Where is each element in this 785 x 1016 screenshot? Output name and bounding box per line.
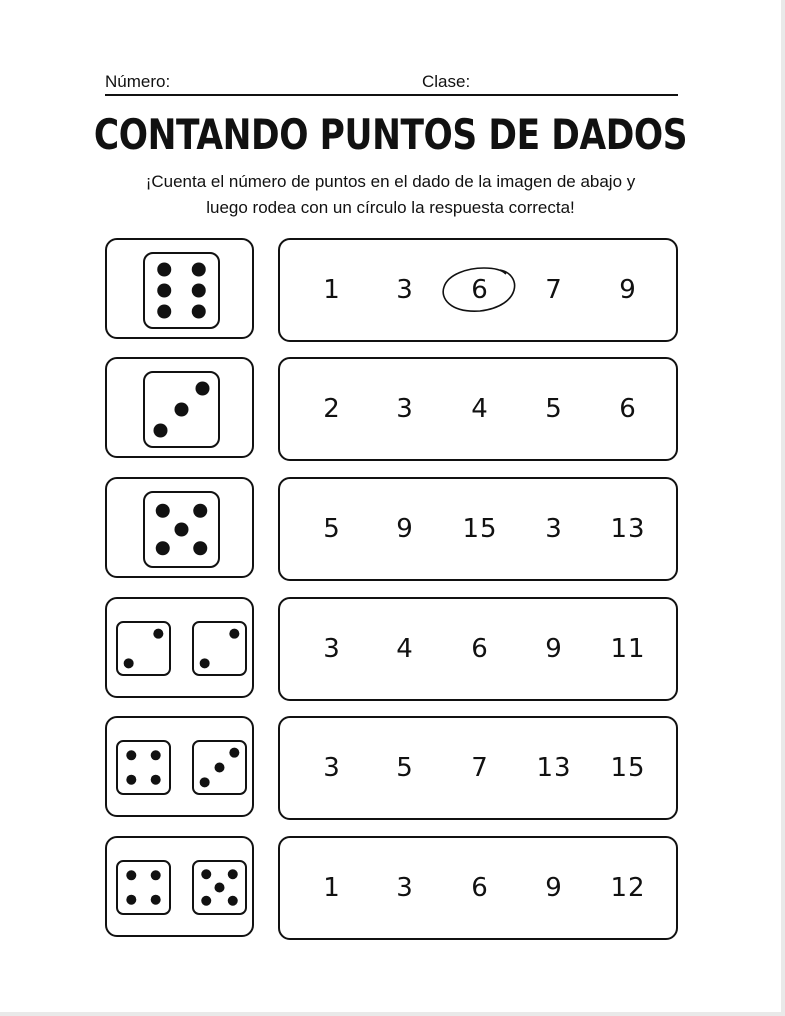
die-pip xyxy=(124,658,134,668)
answer-option[interactable]: 6 xyxy=(619,394,637,424)
die-pip xyxy=(151,895,161,905)
answer-options-box xyxy=(278,836,678,940)
die-3-pips xyxy=(193,741,246,794)
class-label: Clase: xyxy=(422,72,471,91)
answer-option[interactable]: 6 xyxy=(471,275,489,305)
die-pip xyxy=(201,869,211,879)
die-pip xyxy=(215,883,225,893)
die-pip xyxy=(175,523,189,537)
circle-stroke xyxy=(443,268,514,311)
answer-option[interactable]: 12 xyxy=(610,873,646,903)
die-pip xyxy=(200,777,210,787)
die-face xyxy=(193,622,246,675)
die-pip xyxy=(151,870,161,880)
instructions-line-1: ¡Cuenta el número de puntos en el dado de la imagen de abajo y xyxy=(145,172,636,191)
die-pip xyxy=(126,895,136,905)
die-pip xyxy=(228,896,238,906)
die-pip xyxy=(154,424,168,438)
page-title: CONTANDO PUNTOS DE DADOS xyxy=(93,110,688,159)
die-face xyxy=(117,741,170,794)
die-pip xyxy=(196,382,210,396)
die-face xyxy=(117,861,170,914)
instructions-line-2: luego rodea con un círculo la respuesta correcta! xyxy=(206,198,575,217)
answer-options-box xyxy=(278,357,678,461)
answer-option[interactable]: 4 xyxy=(396,634,414,664)
answer-option[interactable]: 11 xyxy=(610,634,646,664)
answer-option[interactable]: 13 xyxy=(610,514,646,544)
die-pip xyxy=(201,896,211,906)
answer-option[interactable]: 3 xyxy=(323,753,341,783)
die-2-pips xyxy=(193,622,246,675)
die-pip xyxy=(126,775,136,785)
die-pip xyxy=(193,504,207,518)
die-pip xyxy=(157,284,171,298)
answer-option[interactable]: 6 xyxy=(471,634,489,664)
die-face xyxy=(144,253,219,328)
die-6-pips xyxy=(144,253,219,328)
answer-options-box xyxy=(278,477,678,581)
answer-option[interactable]: 7 xyxy=(545,275,563,305)
die-pip xyxy=(156,541,170,555)
answer-option[interactable]: 4 xyxy=(471,394,489,424)
die-pip xyxy=(228,869,238,879)
answer-option[interactable]: 3 xyxy=(396,275,414,305)
answer-option[interactable]: 3 xyxy=(323,634,341,664)
answer-option[interactable]: 5 xyxy=(323,514,341,544)
dice-box xyxy=(105,477,254,578)
die-pip xyxy=(192,263,206,277)
dice-box xyxy=(105,597,254,698)
dice-box xyxy=(105,836,254,937)
dice-box xyxy=(105,357,254,458)
answer-option[interactable]: 9 xyxy=(545,873,563,903)
die-5-pips xyxy=(144,492,219,567)
die-pip xyxy=(215,763,225,773)
dice-illustration xyxy=(107,479,256,580)
die-pip xyxy=(193,541,207,555)
die-pip xyxy=(126,870,136,880)
die-pip xyxy=(192,305,206,319)
answer-option[interactable]: 1 xyxy=(323,275,341,305)
die-pip xyxy=(192,284,206,298)
answer-option[interactable]: 3 xyxy=(396,394,414,424)
answer-options-box xyxy=(278,597,678,701)
header-line xyxy=(105,70,678,96)
dice-illustration xyxy=(107,240,256,341)
die-pip xyxy=(200,658,210,668)
dice-illustration xyxy=(107,599,256,700)
answer-option[interactable]: 9 xyxy=(396,514,414,544)
number-label: Número: xyxy=(105,72,171,91)
die-face xyxy=(117,622,170,675)
answer-options-box xyxy=(278,238,678,342)
die-4-pips xyxy=(117,741,170,794)
answer-circle xyxy=(280,240,680,344)
answer-option[interactable]: 5 xyxy=(396,753,414,783)
die-pip xyxy=(229,748,239,758)
answer-option[interactable]: 15 xyxy=(610,753,646,783)
die-pip xyxy=(157,305,171,319)
die-pip xyxy=(151,750,161,760)
die-pip xyxy=(153,629,163,639)
die-pip xyxy=(229,629,239,639)
die-pip xyxy=(156,504,170,518)
answer-option[interactable]: 3 xyxy=(396,873,414,903)
die-2-pips xyxy=(117,622,170,675)
answer-option[interactable]: 13 xyxy=(536,753,572,783)
answer-option[interactable]: 3 xyxy=(545,514,563,544)
answer-options-box xyxy=(278,716,678,820)
answer-option[interactable]: 15 xyxy=(462,514,498,544)
answer-option[interactable]: 2 xyxy=(323,394,341,424)
die-pip xyxy=(175,403,189,417)
instructions xyxy=(90,169,691,221)
answer-option[interactable]: 9 xyxy=(619,275,637,305)
die-5-pips xyxy=(193,861,246,914)
answer-option[interactable]: 5 xyxy=(545,394,563,424)
answer-option[interactable]: 7 xyxy=(471,753,489,783)
answer-option[interactable]: 6 xyxy=(471,873,489,903)
answer-option[interactable]: 9 xyxy=(545,634,563,664)
die-4-pips xyxy=(117,861,170,914)
dice-illustration xyxy=(107,718,256,819)
dice-box xyxy=(105,716,254,817)
dice-box xyxy=(105,238,254,339)
die-3-pips xyxy=(144,372,219,447)
die-pip xyxy=(126,750,136,760)
dice-illustration xyxy=(107,359,256,460)
die-pip xyxy=(151,775,161,785)
die-pip xyxy=(157,263,171,277)
answer-option[interactable]: 1 xyxy=(323,873,341,903)
dice-illustration xyxy=(107,838,256,939)
